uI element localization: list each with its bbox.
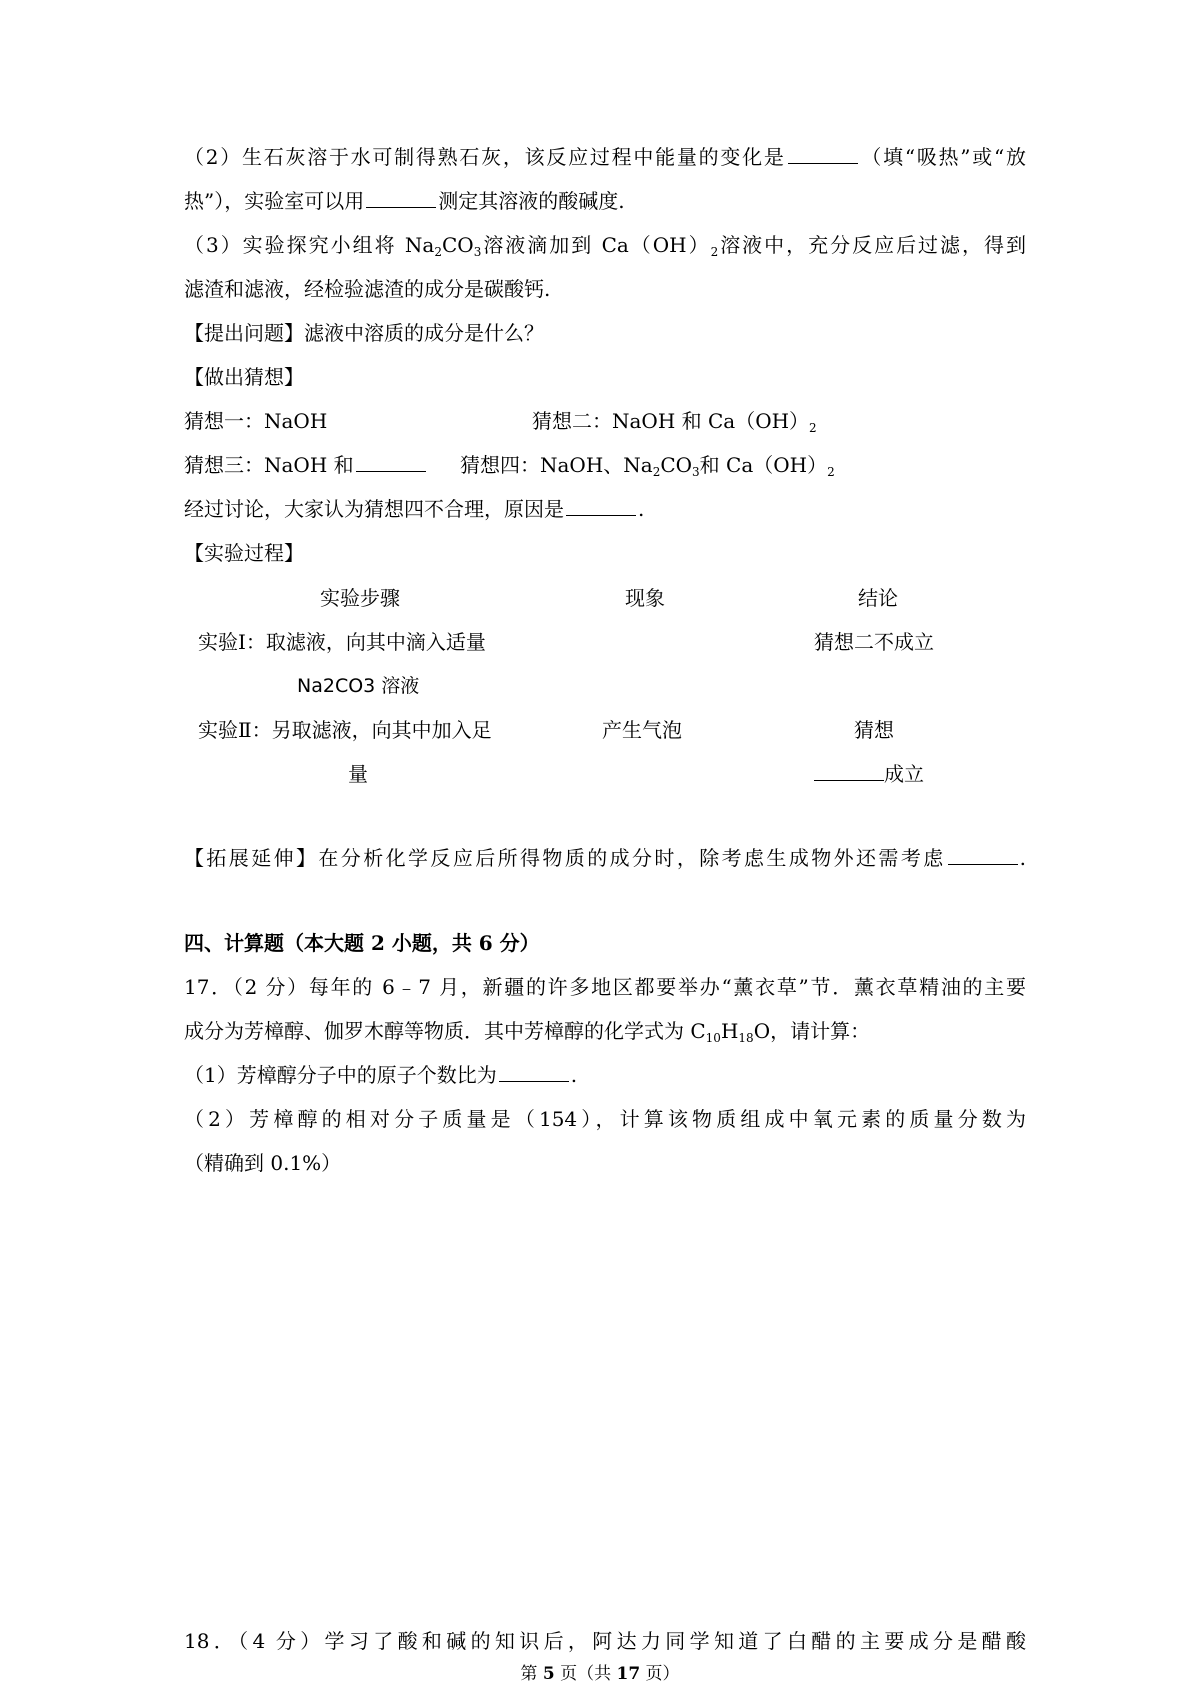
q17-line1: 17．（2 分）每年的 6﹣7 月，新疆的许多地区都要举办“薰衣草”节．薰衣草精油的主要 <box>184 975 1026 999</box>
page-total: 17 <box>616 1664 641 1684</box>
text: O，请计算： <box>753 1019 871 1043</box>
q16-part2-line2 <box>184 187 625 215</box>
row2-step-cont: 量 <box>348 762 368 786</box>
answer-blank <box>788 145 858 164</box>
text: 页） <box>640 1664 680 1684</box>
extension-line <box>184 844 1026 872</box>
text: . <box>570 1063 578 1087</box>
q17-part2-line1: （2）芳樟醇的相对分子质量是（154），计算该物质组成中氧元素的质量分数为 <box>184 1107 1026 1131</box>
text: 第 <box>520 1664 543 1684</box>
page-footer <box>0 1663 1200 1685</box>
question-heading: 【提出问题】滤液中溶质的成分是什么？ <box>184 321 544 345</box>
guess-heading: 【做出猜想】 <box>184 365 304 389</box>
text: . <box>638 497 645 521</box>
subscript: 3 <box>692 465 700 479</box>
text: 热”），实验室可以用 <box>184 189 365 213</box>
text: 溶液中，充分反应后过滤，得到 <box>718 233 1026 257</box>
text: CO <box>441 233 474 257</box>
answer-blank <box>814 762 884 781</box>
subscript: 2 <box>827 465 835 479</box>
answer-blank <box>948 846 1018 865</box>
row1-conclusion: 猜想二不成立 <box>814 630 934 654</box>
text: 成立 <box>884 762 924 786</box>
text: 页（共 <box>554 1664 617 1684</box>
text: （填“吸热”或“放 <box>859 145 1026 169</box>
text: 【拓展延伸】在分析化学反应后所得物质的成分时，除考虑生成物外还需考虑 <box>184 846 946 870</box>
answer-blank <box>356 453 426 472</box>
q16-part2-line1 <box>184 143 1026 171</box>
text: 猜想三：NaOH 和 <box>184 453 354 477</box>
row2-conclusion-cont <box>814 760 924 788</box>
row2-phenomenon: 产生气泡 <box>602 718 682 742</box>
text: 猜想二：NaOH 和 Ca（OH） <box>532 409 810 433</box>
q18-line1: 18．（4 分）学习了酸和碱的知识后，阿达力同学知道了白醋的主要成分是醋酸 <box>184 1629 1026 1653</box>
text: （1）芳樟醇分子中的原子个数比为 <box>184 1063 497 1087</box>
text: 测定其溶液的酸碱度. <box>438 189 625 213</box>
table-header-conclusion: 结论 <box>858 586 898 610</box>
text: CO <box>660 453 693 477</box>
text: 实验步骤 <box>320 586 400 610</box>
subscript: 2 <box>710 245 719 259</box>
q16-part3-line2: 滤渣和滤液，经检验滤渣的成分是碳酸钙. <box>184 277 551 301</box>
text: H <box>720 1019 739 1043</box>
subscript: 2 <box>809 421 817 435</box>
answer-blank <box>366 189 436 208</box>
guess-four <box>460 451 835 479</box>
row2-step: 实验Ⅱ：另取滤液，向其中加入足 <box>198 718 492 742</box>
q17-part1 <box>184 1061 577 1089</box>
guess-two <box>532 407 817 435</box>
q17-part2-line2: （精确到 0.1%） <box>184 1151 342 1175</box>
guess-one: 猜想一：NaOH <box>184 409 328 433</box>
text: 成分为芳樟醇、伽罗木醇等物质．其中芳樟醇的化学式为 C <box>184 1019 706 1043</box>
section-title: 四、计算题（本大题 2 小题，共 6 分） <box>184 931 540 955</box>
process-heading: 【实验过程】 <box>184 541 304 565</box>
q17-line2 <box>184 1017 870 1045</box>
text: . <box>1019 846 1026 870</box>
guess-three <box>184 451 428 479</box>
row1-step-reagent: Na2CO3 溶液 <box>297 675 420 697</box>
page-number: 5 <box>542 1664 555 1684</box>
row2-conclusion: 猜想 <box>854 718 894 742</box>
subscript: 3 <box>473 245 482 259</box>
text: 猜想四：NaOH、Na <box>460 453 653 477</box>
row1-step: 实验Ⅰ：取滤液，向其中滴入适量 <box>198 630 486 654</box>
subscript: 10 <box>705 1031 721 1045</box>
text: 和 Ca（OH） <box>699 453 828 477</box>
subscript: 2 <box>652 465 661 479</box>
subscript: 18 <box>738 1031 754 1045</box>
subscript: 2 <box>434 245 442 259</box>
answer-blank <box>499 1063 569 1082</box>
discussion-line <box>184 495 644 523</box>
text: （2）生石灰溶于水可制得熟石灰，该反应过程中能量的变化是 <box>184 145 786 169</box>
answer-blank <box>566 497 636 516</box>
text: 经过讨论，大家认为猜想四不合理，原因是 <box>184 497 564 521</box>
q16-part3-line1 <box>184 231 1026 259</box>
table-header-phenomenon: 现象 <box>625 586 665 610</box>
text: 溶液滴加到 Ca（OH） <box>481 233 711 257</box>
text: （3）实验探究小组将 Na <box>184 233 435 257</box>
